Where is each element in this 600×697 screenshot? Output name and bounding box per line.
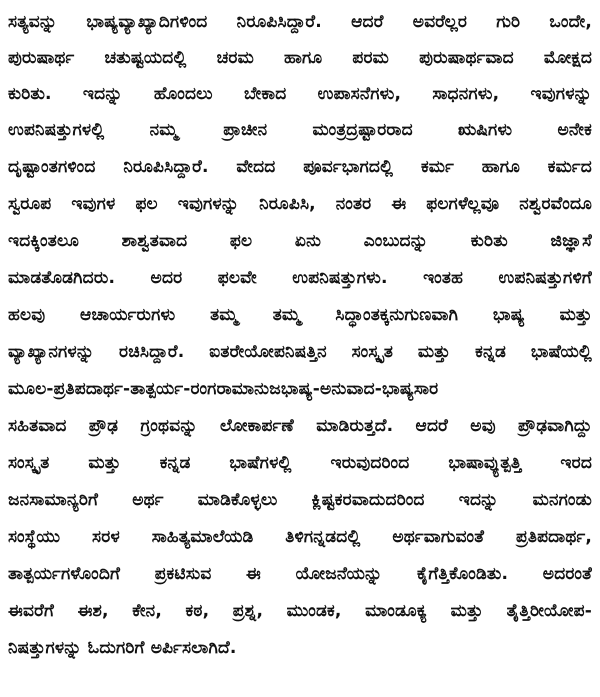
paragraph-line-7: ಇದಕ್ಕಿಂತಲೂ ಶಾಶ್ವತವಾದ ಫಲ ಏನು ಎಂಬುದನ್ನು ಕುರಿತು ಜಿಜ್ಞಾಸೆ (8, 231, 592, 251)
paragraph-line-11: ಮೂಲ-ಪ್ರತಿಪದಾರ್ಥ-ತಾತ್ಪರ್ಯ-ರಂಗರಾಮಾನುಜಭಾಷ್ಯ-ಅನುವಾದ-ಭಾಷ್ಯಸಾರ (8, 379, 439, 399)
paragraph-line-13: ಸಂಸ್ಕೃತ ಮತ್ತು ಕನ್ನಡ ಭಾಷೆಗಳಲ್ಲಿ ಇರುವುದರಿಂದ ಭಾಷಾವ್ಯುತ್ಪತ್ತಿ ಇರದ (8, 453, 592, 473)
paragraph-line-18: ನಿಷತ್ತುಗಳನ್ನು ಓದುಗರಿಗೆ ಅರ್ಪಿಸಲಾಗಿದೆ. (8, 638, 237, 658)
paragraph-line-15: ಸಂಸ್ಥೆಯು ಸರಳ ಸಾಹಿತ್ಯಮಾಲೆಯಡಿ ತಿಳಿಗನ್ನಡದಲ್ಲಿ ಅರ್ಥವಾಗುವಂತೆ ಪ್ರತಿಪದಾರ್ಥ, (8, 527, 592, 547)
paragraph-line-10: ವ್ಯಾಖ್ಯಾನಗಳನ್ನು ರಚಿಸಿದ್ದಾರೆ. ಐತರೇಯೋಪನಿಷತ್ತಿನ ಸಂಸ್ಕೃತ ಮತ್ತು ಕನ್ನಡ ಭಾಷೆಯಲ್ಲಿ (8, 342, 592, 362)
paragraph-line-2: ಪುರುಷಾರ್ಥ ಚತುಷ್ಟಯದಲ್ಲಿ ಚರಮ ಹಾಗೂ ಪರಮ ಪುರುಷಾರ್ಥವಾದ ಮೋಕ್ಷದ (8, 48, 592, 68)
paragraph-line-6: ಸ್ವರೂಪ ಇವುಗಳ ಫಲ ಇವುಗಳನ್ನು ನಿರೂಪಿಸಿ, ನಂತರ ಈ ಫಲಗಳೆಲ್ಲವೂ ನಶ್ವರವೆಂದೂ (8, 194, 592, 214)
paragraph-line-17: ಈವರೆಗೆ ಈಶ, ಕೇನ, ಕಠ, ಪ್ರಶ್ನ, ಮುಂಡಕ, ಮಾಂಡೂಕ್ಯ ಮತ್ತು ತೈತ್ತಿರೀಯೋಪ- (8, 601, 592, 621)
paragraph-line-4: ಉಪನಿಷತ್ತುಗಳಲ್ಲಿ ನಮ್ಮ ಪ್ರಾಚೀನ ಮಂತ್ರದ್ರಷ್ಟಾರರಾದ ಋಷಿಗಳು ಅನೇಕ (8, 120, 592, 140)
paragraph-line-9: ಹಲವು ಆಚಾರ್ಯರುಗಳು ತಮ್ಮ ತಮ್ಮ ಸಿದ್ಧಾಂತಕ್ಕನುಗುಣವಾಗಿ ಭಾಷ್ಯ ಮತ್ತು (8, 305, 592, 325)
paragraph-line-3: ಕುರಿತು. ಇದನ್ನು ಹೊಂದಲು ಬೇಕಾದ ಉಪಾಸನೆಗಳು, ಸಾಧನಗಳು, ಇವುಗಳನ್ನು (8, 84, 592, 104)
paragraph-line-5: ದೃಷ್ಟಾಂತಗಳಿಂದ ನಿರೂಪಿಸಿದ್ದಾರೆ. ವೇದದ ಪೂರ್ವಭಾಗದಲ್ಲಿ ಕರ್ಮ ಹಾಗೂ ಕರ್ಮದ (8, 157, 592, 177)
paragraph-line-12: ಸಹಿತವಾದ ಪ್ರೌಢ ಗ್ರಂಥವನ್ನು ಲೋಕಾರ್ಪಣೆ ಮಾಡಿರುತ್ತದೆ. ಆದರೆ ಅವು ಪ್ರೌಢವಾಗಿದ್ದು (8, 416, 592, 436)
paragraph-line-1: ಸತ್ಯವನ್ನು ಭಾಷ್ಯವ್ಯಾಖ್ಯಾದಿಗಳಿಂದ ನಿರೂಪಿಸಿದ್ದಾರೆ. ಆದರೆ ಅವರೆಲ್ಲರ ಗುರಿ ಒಂದೇ, (8, 12, 592, 32)
paragraph-line-8: ಮಾಡತೊಡಗಿದರು. ಅದರ ಫಲವೇ ಉಪನಿಷತ್ತುಗಳು. ಇಂತಹ ಉಪನಿಷತ್ತುಗಳಿಗೆ (8, 268, 592, 288)
paragraph-line-14: ಜನಸಾಮಾನ್ಯರಿಗೆ ಅರ್ಥ ಮಾಡಿಕೊಳ್ಳಲು ಕ್ಲಿಷ್ಟಕರವಾದುದರಿಂದ ಇದನ್ನು ಮನಗಂಡು (8, 490, 592, 510)
paragraph-line-16: ತಾತ್ಪರ್ಯಗಳೊಂದಿಗೆ ಪ್ರಕಟಿಸುವ ಈ ಯೋಜನೆಯನ್ನು ಕೈಗೆತ್ತಿಕೊಂಡಿತು. ಅದರಂತೆ (8, 564, 592, 584)
